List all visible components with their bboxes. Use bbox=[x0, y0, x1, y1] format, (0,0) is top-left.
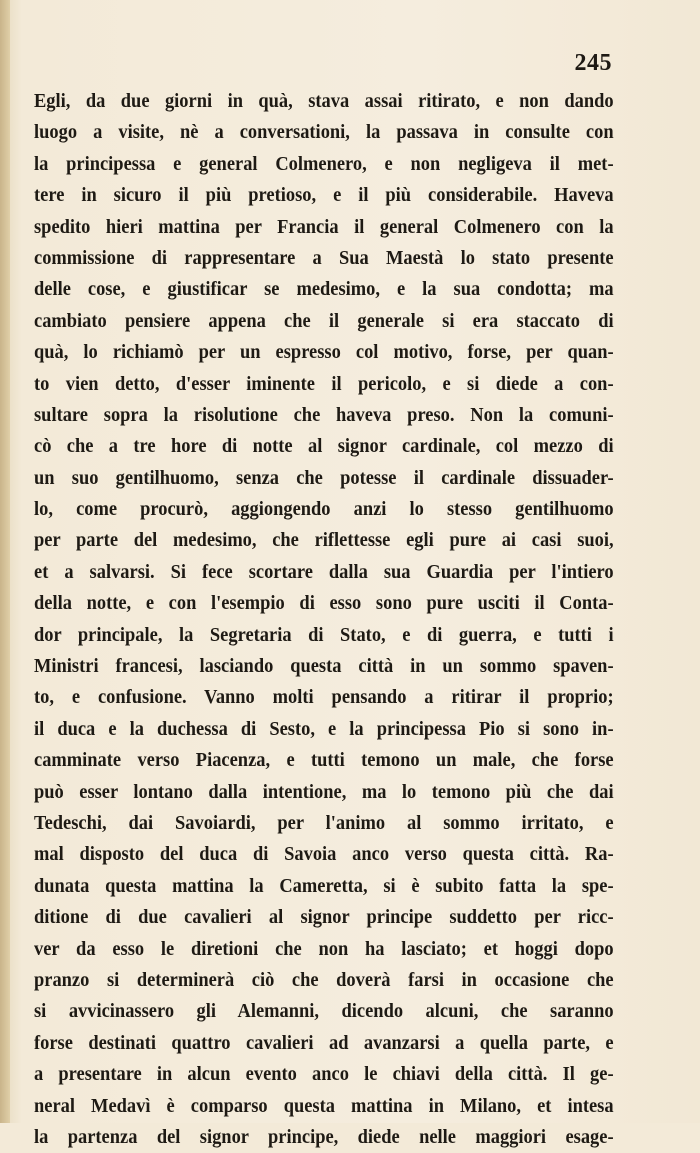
text-line-22: camminate verso Piacenza, e tutti temono un male, che forse bbox=[34, 749, 614, 772]
page-number: 245 bbox=[574, 50, 612, 76]
text-line-9: quà, lo richiamò per un espresso col motivo, forse, per quan- bbox=[34, 341, 614, 364]
text-line-26: dunata questa mattina la Cameretta, si è subito fatta la spe- bbox=[34, 874, 614, 897]
text-line-18: dor principale, la Segretaria di Stato, e di guerra, e tutti i bbox=[34, 623, 614, 646]
text-line-19: Ministri francesi, lasciando questa città in un sommo spaven- bbox=[34, 655, 614, 678]
text-line-5: spedito hieri mattina per Francia il general Colmenero con la bbox=[34, 215, 614, 238]
text-line-33: neral Medavì è comparso questa mattina in Milano, et intesa bbox=[34, 1094, 614, 1117]
text-line-30: si avvicinassero gli Alemanni, dicendo alcuni, che saranno bbox=[34, 1000, 614, 1023]
text-line-6: commissione di rappresentare a Sua Maestà lo stato presente bbox=[34, 246, 614, 269]
text-line-21: il duca e la duchessa di Sesto, e la principessa Pio si sono in- bbox=[34, 717, 614, 740]
text-line-32: a presentare in alcun evento anco le chiavi della città. Il ge- bbox=[34, 1063, 614, 1086]
text-line-25: mal disposto del duca di Savoia anco verso questa città. Ra- bbox=[34, 843, 614, 866]
text-line-31: forse destinati quattro cavalieri ad avanzarsi a quella parte, e bbox=[34, 1031, 614, 1054]
text-line-1: Egli, da due giorni in quà, stava assai ritirato, e non dando bbox=[34, 90, 614, 112]
text-line-3: la principessa e general Colmenero, e non negligeva il met- bbox=[34, 152, 614, 175]
text-line-13: un suo gentilhuomo, senza che potesse il cardinale dissuader- bbox=[34, 466, 614, 489]
page-spine-edge bbox=[0, 0, 10, 1123]
text-line-23: può esser lontano dalla intentione, ma lo temono più che dai bbox=[34, 780, 614, 803]
text-line-8: cambiato pensiere appena che il generale si era staccato di bbox=[34, 309, 614, 332]
text-line-24: Tedeschi, dai Savoiardi, per l'animo al sommo irritato, e bbox=[34, 811, 614, 834]
text-line-4: tere in sicuro il più pretioso, e il più considerabile. Haveva bbox=[34, 184, 614, 207]
text-line-16: et a salvarsi. Si fece scortare dalla sua Guardia per l'intiero bbox=[34, 560, 614, 583]
text-line-7: delle cose, e giustificar se medesimo, e la sua condotta; ma bbox=[34, 278, 614, 301]
text-line-14: lo, come procurò, aggiongendo anzi lo stesso gentilhuomo bbox=[34, 498, 614, 521]
text-line-34: la partenza del signor principe, diede nelle maggiori esage- bbox=[34, 1125, 614, 1148]
text-line-11: sultare sopra la risolutione che haveva preso. Non la comuni- bbox=[34, 403, 614, 426]
text-line-2: luogo a visite, nè a conversationi, la passava in consulte con bbox=[34, 121, 614, 144]
text-line-10: to vien detto, d'esser iminente il pericolo, e si diede a con- bbox=[34, 372, 614, 395]
text-line-20: to, e confusione. Vanno molti pensando a ritirar il proprio; bbox=[34, 686, 614, 709]
text-line-17: della notte, e con l'esempio di esso sono pure usciti il Conta- bbox=[34, 592, 614, 615]
text-line-28: ver da esso le diretioni che non ha lasciato; et hoggi dopo bbox=[34, 937, 614, 960]
text-line-15: per parte del medesimo, che riflettesse egli pure ai casi suoi, bbox=[34, 529, 614, 552]
text-line-12: cò che a tre hore di notte al signor cardinale, col mezzo di bbox=[34, 435, 614, 458]
text-line-27: ditione di due cavalieri al signor principe suddetto per ricc- bbox=[34, 906, 614, 929]
body-text bbox=[34, 86, 614, 1153]
text-line-29: pranzo si determinerà ciò che doverà farsi in occasione che bbox=[34, 968, 614, 991]
